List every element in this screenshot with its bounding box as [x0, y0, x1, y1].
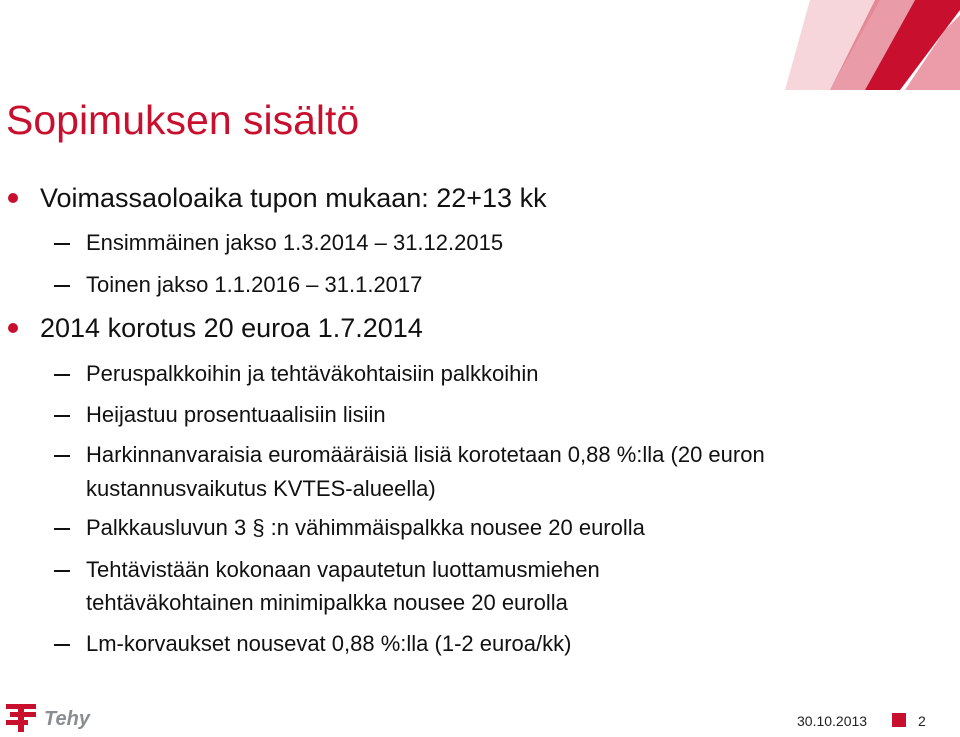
dash-icon [54, 528, 70, 530]
sub-bullet-text: Lm-korvaukset nousevat 0,88 %:lla (1-2 euroa/kk) [86, 631, 572, 656]
sub-bullet-text: Harkinnanvaraisia euromääräisiä lisiä korotetaan 0,88 %:lla (20 euron [86, 442, 765, 467]
logo-text: Tehy [44, 708, 90, 730]
dash-icon [54, 570, 70, 572]
sub-bullet-discretionary-supplements [86, 440, 765, 471]
sub-bullet-text: Peruspalkkoihin ja tehtäväkohtaisiin palkkoihin [86, 361, 539, 386]
sub-bullet-continuation [86, 588, 568, 619]
sub-bullet-first-period [86, 228, 503, 259]
sub-bullet-text: kustannusvaikutus KVTES-alueella) [86, 476, 436, 501]
sub-bullet-continuation [86, 474, 436, 505]
footer-date: 30.10.2013 [797, 713, 868, 729]
dash-icon [54, 374, 70, 376]
sub-bullet-text: Toinen jakso 1.1.2016 – 31.1.2017 [86, 272, 423, 297]
bullet-text: 2014 korotus 20 euroa 1.7.2014 [40, 313, 423, 343]
footer-accent-square [892, 713, 906, 727]
sub-bullet-shop-steward [86, 555, 600, 586]
sub-bullet-text: tehtäväkohtainen minimipalkka nousee 20 eurolla [86, 590, 568, 615]
dash-icon [54, 243, 70, 245]
dash-icon [54, 644, 70, 646]
dash-icon [54, 455, 70, 457]
page-number: 2 [918, 713, 926, 729]
sub-bullet-percentage-supplements [86, 400, 386, 431]
tehy-logo [4, 700, 124, 734]
tehy-emblem-icon [6, 704, 36, 732]
sub-bullet-text: Tehtävistään kokonaan vapautetun luottamusmiehen [86, 557, 600, 582]
sub-bullet-text: Heijastuu prosentuaalisiin lisiin [86, 402, 386, 427]
sub-bullet-text: Palkkausluvun 3 § :n vähimmäispalkka nousee 20 eurolla [86, 515, 645, 540]
slide-title: Sopimuksen sisältö [6, 97, 360, 143]
bullet-validity-period [40, 183, 547, 214]
sub-bullet-base-salaries [86, 359, 539, 390]
bullet-text: Voimassaoloaika tupon mukaan: 22+13 kk [40, 183, 547, 213]
dash-icon [54, 285, 70, 287]
sub-bullet-second-period [86, 270, 422, 301]
corner-decoration-graphic [690, 0, 960, 90]
sub-bullet-minimum-salary [86, 513, 645, 544]
bullet-dot-icon [8, 323, 18, 333]
sub-bullet-text: Ensimmäinen jakso 1.3.2014 – 31.12.2015 [86, 230, 504, 255]
bullet-2014-raise [40, 313, 423, 344]
dash-icon [54, 415, 70, 417]
sub-bullet-lm-compensation [86, 629, 571, 660]
bullet-dot-icon [8, 193, 18, 203]
